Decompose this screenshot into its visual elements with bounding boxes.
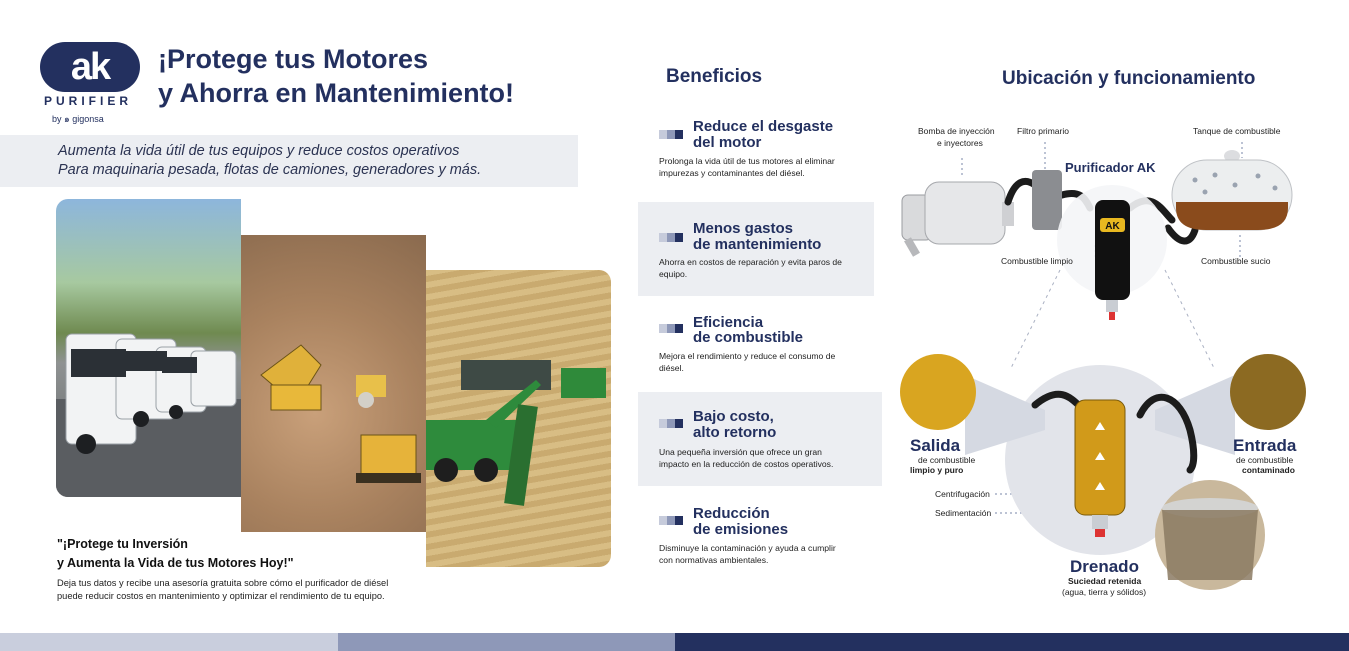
cta-text-line-2: puede reducir costos en mantenimiento y optimizar el rendimiento de tu equipo. (57, 591, 385, 601)
harvest-illustration (426, 270, 611, 567)
quote-line-2: y Aumenta la Vida de tus Motores Hoy!" (57, 556, 294, 570)
purifier-label-ak: AK (1105, 221, 1120, 232)
drenado-sub-line-2: (agua, tierra y sólidos) (1062, 587, 1147, 597)
label-dirty-fuel: Combustible sucio (1201, 256, 1271, 266)
benefit-2-title-line-1: Menos gastos (693, 220, 794, 237)
footer-bar-light (0, 633, 338, 651)
benefit-3-title-line-1: Eficiencia (693, 314, 764, 331)
tagline-line-2: Para maquinaria pesada, flotas de camiones, generadores y más. (58, 162, 482, 178)
benefit-3-title-line-2: de combustible (693, 329, 804, 346)
benefit-3-desc-line-1: Mejora el rendimiento y reduce el consumo de (659, 351, 836, 361)
salida-sub-line-1: de combustible (918, 455, 976, 465)
benefit-4-title-line-2: alto retorno (693, 424, 777, 441)
drenado-sub-line-1: Suciedad retenida (1068, 576, 1142, 586)
benefit-4-desc-line-1: Una pequeña inversión que ofrece un gran (659, 447, 822, 457)
salida-title: Salida (910, 436, 961, 455)
benefit-5-title-line-2: de emisiones (693, 521, 789, 538)
injection-pump-icon (902, 182, 1014, 257)
tagline-line-1: Aumenta la vida útil de tus equipos y reduce costos operativos (58, 143, 460, 159)
benefit-1-title-line-2: del motor (693, 134, 762, 151)
drenado-title: Drenado (1070, 557, 1139, 576)
benefit-bullet-icon (659, 324, 683, 333)
benefit-5-desc-line-1: Disminuye la contaminación y ayuda a cumplir (659, 543, 836, 553)
quote-line-1: "¡Protege tu Inversión (57, 537, 188, 551)
photo-construction-site (241, 235, 426, 532)
fuel-system-diagram (890, 130, 1335, 600)
brand-by-line: by ๑ gigonsa (52, 114, 104, 124)
entrada-sub-line-1: de combustible (1236, 455, 1294, 465)
benefit-4-title-line-1: Bajo costo, (693, 408, 774, 425)
clean-fuel-sample-icon (900, 354, 976, 430)
label-pump-line-2: e inyectores (937, 138, 983, 148)
label-sedimentation: Sedimentación (935, 508, 992, 518)
benefit-bullet-icon (659, 130, 683, 139)
benefit-2-title-line-2: de mantenimiento (693, 236, 822, 253)
benefit-5-title-line-1: Reducción (693, 505, 770, 522)
label-clean-fuel: Combustible limpio (1001, 256, 1073, 266)
label-centrifugation: Centrifugación (935, 489, 990, 499)
construction-illustration (241, 235, 426, 532)
fuel-tank-icon (1172, 150, 1292, 230)
cta-text-line-1: Deja tus datos y recibe una asesoría gratuita sobre cómo el purificador de diésel (57, 578, 389, 588)
entrada-sub-line-2: contaminado (1242, 465, 1295, 475)
benefit-1-title-line-1: Reduce el desgaste (693, 118, 834, 135)
photo-vans-fleet (56, 199, 241, 497)
ak-purifier-icon (1095, 200, 1130, 320)
salida-sub-line-2: limpio y puro (910, 465, 964, 475)
benefit-4-desc-line-2: impacto en la reducción de costos operativos. (659, 459, 834, 469)
diagram-title: Ubicación y funcionamiento (1002, 68, 1256, 89)
page-title-line-2: y Ahorra en Mantenimiento! (158, 78, 515, 108)
benefit-bullet-icon (659, 233, 683, 242)
brand-logo: ak (40, 42, 140, 92)
label-fuel-tank: Tanque de combustible (1193, 126, 1281, 136)
benefit-1-desc-line-2: impurezas y contaminantes del diésel. (659, 168, 805, 178)
label-pump-line-1: Bomba de inyección (918, 126, 995, 136)
drained-jar-icon (1155, 480, 1265, 590)
entrada-title: Entrada (1233, 436, 1297, 455)
label-primary-filter: Filtro primario (1017, 126, 1069, 136)
benefit-2-desc-line-1: Ahorra en costos de reparación y evita paros de (659, 257, 842, 267)
vans-illustration (56, 199, 241, 497)
label-ak-purifier: Purificador AK (1065, 160, 1156, 175)
benefit-bullet-icon (659, 419, 683, 428)
page-title-line-1: ¡Protege tus Motores (158, 44, 429, 74)
benefit-1-desc-line-1: Prolonga la vida útil de tus motores al eliminar (659, 156, 835, 166)
primary-filter-icon (1032, 170, 1062, 230)
brand-product-name: PURIFIER (44, 94, 133, 108)
dirty-fuel-sample-icon (1230, 354, 1306, 430)
footer-bar-dark (675, 633, 1349, 651)
benefit-bullet-icon (659, 516, 683, 525)
footer-bar-mid (338, 633, 675, 651)
benefit-2-desc-line-2: equipo. (659, 269, 688, 279)
photo-harvest-field (426, 270, 611, 567)
benefits-title: Beneficios (666, 66, 763, 87)
benefit-3-desc-line-2: diésel. (659, 363, 684, 373)
benefit-5-desc-line-2: con normativas ambientales. (659, 555, 769, 565)
